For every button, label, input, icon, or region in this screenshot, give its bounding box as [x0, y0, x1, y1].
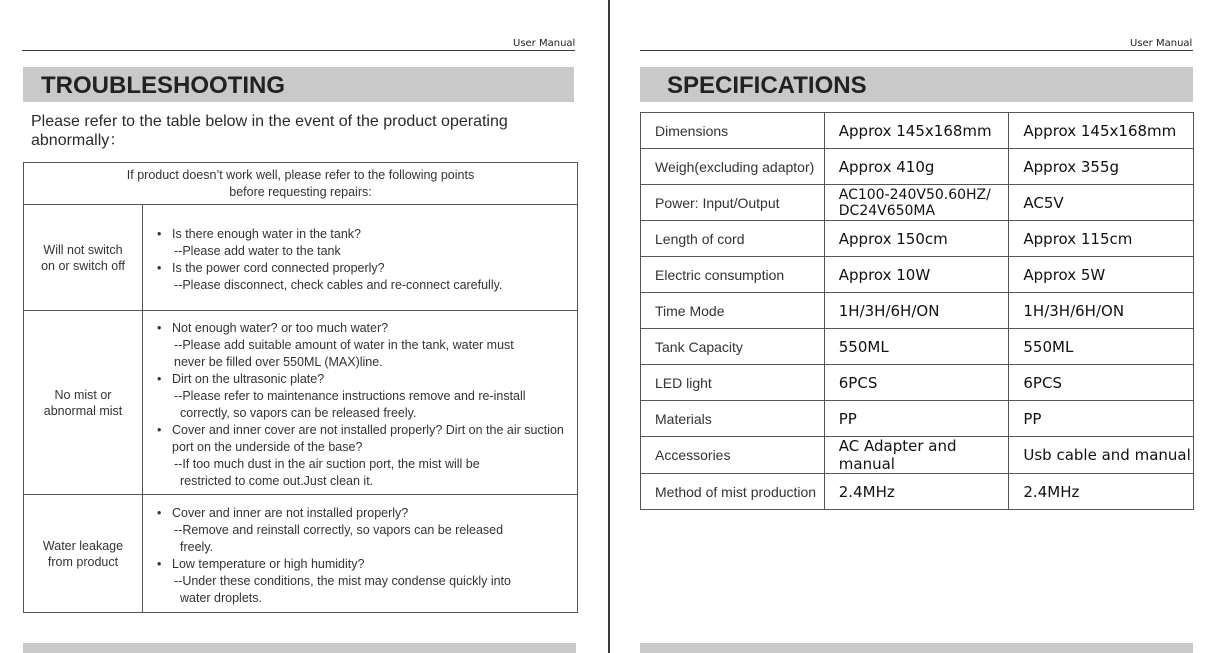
spec-value-model-1: PP	[824, 401, 1009, 437]
spec-value-model-1: Approx 10W	[824, 257, 1009, 293]
table-row	[641, 401, 1194, 437]
table-header: If product doesn’t work well, please refer to the following points before requesting repairs:	[24, 163, 578, 205]
table-row	[641, 257, 1194, 293]
table-row	[641, 437, 1194, 474]
spec-label: Electric consumption	[641, 257, 825, 293]
spec-value-model-2: 2.4MHz	[1009, 474, 1194, 510]
table-row	[641, 221, 1194, 257]
spec-value-model-2: Approx 5W	[1009, 257, 1194, 293]
troubleshooting-table	[23, 162, 578, 613]
table-row	[24, 495, 578, 613]
remedy-list	[143, 497, 577, 611]
list-item: • Not enough water? or too much water? --Please add suitable amount of water in the tank, water must never be filled over 550ML (MAX)line.	[157, 320, 571, 371]
spec-label: Power: Input/Output	[641, 185, 825, 221]
spec-label: Tank Capacity	[641, 329, 825, 365]
spec-label: Length of cord	[641, 221, 825, 257]
list-item: • Cover and inner cover are not installed properly? Dirt on the air suction port on the underside of the base? --If too much dust in the air suction port, the mist will be restricted to come out.Just clean it.	[157, 422, 571, 490]
table-row	[641, 329, 1194, 365]
table-row	[641, 149, 1194, 185]
symptom-cell: No mist or abnormal mist	[24, 311, 143, 495]
remedy-cell	[143, 311, 578, 495]
running-head: User Manual	[513, 38, 576, 49]
spec-value-model-2: 1H/3H/6H/ON	[1009, 293, 1194, 329]
spec-value-model-2: 6PCS	[1009, 365, 1194, 401]
spec-value-model-1: AC Adapter and manual	[824, 437, 1009, 474]
spec-label: Accessories	[641, 437, 825, 474]
remedy-cell	[143, 205, 578, 311]
spec-label: LED light	[641, 365, 825, 401]
spec-value-model-1: 6PCS	[824, 365, 1009, 401]
spec-value-model-1: 2.4MHz	[824, 474, 1009, 510]
spec-value-model-2: Approx 115cm	[1009, 221, 1194, 257]
table-row	[641, 113, 1194, 149]
remedy-list	[143, 312, 577, 494]
header-rule	[22, 50, 575, 51]
list-item: • Is there enough water in the tank? --Please add water to the tank	[157, 226, 571, 260]
footer-band	[640, 643, 1193, 653]
spec-value-model-2: AC5V	[1009, 185, 1194, 221]
table-header-row	[24, 163, 578, 205]
spec-label: Weigh(excluding adaptor)	[641, 149, 825, 185]
table-row	[641, 474, 1194, 510]
table-row	[641, 185, 1194, 221]
spec-value-model-1: Approx 410g	[824, 149, 1009, 185]
table-row	[24, 311, 578, 495]
running-head: User Manual	[1130, 38, 1193, 49]
section-title: SPECIFICATIONS	[640, 67, 1193, 102]
table-row	[641, 293, 1194, 329]
spec-label: Time Mode	[641, 293, 825, 329]
page-divider	[608, 0, 610, 653]
spec-value-model-2: 550ML	[1009, 329, 1194, 365]
list-item: • Low temperature or high humidity? --Under these conditions, the mist may condense quickly into water droplets.	[157, 556, 571, 607]
spec-value-model-1: Approx 145x168mm	[824, 113, 1009, 149]
section-title: TROUBLESHOOTING	[23, 67, 574, 102]
list-item: • Dirt on the ultrasonic plate? --Please refer to maintenance instructions remove and re-install correctly, so vapors can be released freely.	[157, 371, 571, 422]
list-item: • Is the power cord connected properly? --Please disconnect, check cables and re-connect carefully.	[157, 260, 571, 294]
intro-text: Please refer to the table below in the event of the product operating abnormally：	[31, 113, 508, 149]
remedy-list	[143, 218, 577, 298]
table-row	[641, 365, 1194, 401]
specifications-page	[613, 0, 1218, 653]
spec-value-model-1: 550ML	[824, 329, 1009, 365]
footer-band	[23, 643, 576, 653]
spec-value-model-2: Approx 355g	[1009, 149, 1194, 185]
spec-value-model-1: AC100-240V50.60HZ/ DC24V650MA	[824, 185, 1009, 221]
spec-label: Method of mist production	[641, 474, 825, 510]
spec-value-model-2: Usb cable and manual	[1009, 437, 1194, 474]
spec-value-model-2: PP	[1009, 401, 1194, 437]
symptom-cell: Water leakage from product	[24, 495, 143, 613]
symptom-cell: Will not switch on or switch off	[24, 205, 143, 311]
specifications-table	[640, 112, 1194, 510]
spec-value-model-1: Approx 150cm	[824, 221, 1009, 257]
spec-value-model-1: 1H/3H/6H/ON	[824, 293, 1009, 329]
table-row	[24, 205, 578, 311]
header-rule	[640, 50, 1193, 51]
spec-value-model-2: Approx 145x168mm	[1009, 113, 1194, 149]
spec-label: Dimensions	[641, 113, 825, 149]
spec-label: Materials	[641, 401, 825, 437]
remedy-cell	[143, 495, 578, 613]
troubleshooting-page	[0, 0, 605, 653]
list-item: • Cover and inner are not installed properly? --Remove and reinstall correctly, so vapors can be released freely.	[157, 505, 571, 556]
